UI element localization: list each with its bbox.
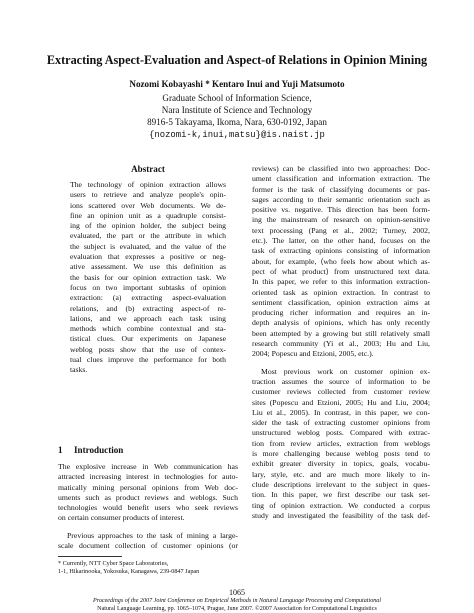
abstract-line: relations, and (b) extracting aspect-of re-	[70, 303, 226, 313]
abstract-line: ions scattered over Web documents. We de-	[70, 200, 226, 210]
abstract-heading: Abstract	[131, 164, 165, 174]
proceedings-line: Proceedings of the 2007 Joint Conference on Empirical Methods in Natural Language Processing and Computational	[92, 598, 382, 604]
author-list: Nozomi Kobayashi * Kentaro Inui and Yuji Matsumoto	[129, 79, 345, 89]
affiliation-line: Nara Institute of Science and Technology	[161, 105, 313, 116]
body-line: In this paper, we refer to this information extraction-	[252, 277, 430, 287]
abstract-line: weblog posts show that the use of contex-	[70, 344, 226, 354]
abstract-line: tual clues improve the performance for both	[70, 355, 226, 365]
intro-line: attracted increasing interest in technologies for auto-	[58, 472, 238, 482]
abstract-body	[70, 180, 226, 376]
proceedings-footer	[0, 598, 474, 613]
body-line: etc.). The latter, on the other hand, focuses on the	[252, 236, 430, 246]
body-line: producing richer information and requires an in-	[252, 308, 430, 318]
body-line: positive vs. negative. This direction has been form-	[252, 205, 430, 215]
affiliation-line: 8916-5 Takayama, Ikoma, Nara, 630-0192, Japan	[147, 117, 327, 128]
footnote-line: 1-1, Hikarinooka, Yokosuka, Kanagawa, 239-0847 Japan	[58, 568, 200, 576]
body-line: former is the task of classifying documents or pas-	[252, 184, 430, 194]
body-line: sider the task of extracting customer opinions from	[252, 418, 430, 428]
body-line: clude descriptions irrelevant to the subject in ques-	[252, 479, 430, 489]
body-line: about, for example, ⟨who feels how about which as-	[252, 256, 430, 266]
intro-line: The explosive increase in Web communication has	[58, 462, 238, 471]
abstract-line: tasks.	[70, 365, 88, 375]
abstract-line: methods which combine contextual and sta-	[70, 324, 226, 334]
body-line: 2004; Popescu and Etzioni, 2005, etc.).	[252, 349, 374, 359]
page-number: 1065	[229, 588, 245, 597]
intro-line: matically mining personal opinions from Web doc-	[58, 482, 238, 492]
body-line: sites (Popescu and Etzioni, 2005; Hu and Liu, 2004;	[252, 397, 430, 407]
intro-line: technologies would benefit users who seek reviews	[58, 503, 238, 513]
body-line: lary, style, etc. and are much more likely to in-	[252, 469, 430, 479]
body-line: exhibit greater diversity in topics, goals, vocabu-	[252, 459, 430, 469]
body-line: is more challenging because weblog posts tend to	[252, 449, 430, 459]
body-line: pect of what product⟩ from unstructured text data.	[252, 266, 430, 276]
body-line: Most previous work on customer opinion ex-	[261, 366, 430, 376]
paragraph-gap	[252, 360, 430, 367]
abstract-line: focus on two important subtasks of opinion	[70, 282, 226, 292]
author-email: {nozomi-k,inui,matsu}@is.naist.jp	[149, 129, 325, 140]
body-line: customer reviews collected from customer review	[252, 387, 430, 397]
abstract-line: evaluation that expresses a positive or neg-	[70, 252, 226, 262]
right-column-body	[252, 164, 430, 521]
abstract-line: fine an opinion unit as a quadruple consist-	[70, 210, 226, 220]
body-line: sages according to their semantic orientation such as	[252, 194, 430, 204]
abstract-line: users to retrieve and analyze people's opin-	[70, 190, 226, 200]
abstract-line: extraction: (a) extracting aspect-evaluation	[70, 293, 226, 303]
body-line: ing the mainstream of research on opinion-sensitive	[252, 215, 430, 225]
body-line: tion from review articles, extraction from weblogs	[252, 438, 430, 448]
footnote-line: * Currently, NTT Cyber Space Laboratories,	[58, 560, 169, 567]
abstract-line: ative assessment. We use this definition as	[70, 262, 226, 272]
intro-line: uments such as product reviews and weblogs. Such	[58, 492, 238, 502]
paragraph-gap	[58, 524, 238, 531]
body-line: sentiment classification, opinion extraction aims at	[252, 297, 430, 307]
body-line: task of extracting opinions consisting of information	[252, 246, 430, 256]
body-line: reviews) can be classified into two approaches: Doc-	[252, 164, 430, 173]
abstract-line: evaluated, the part or the attribute in which	[70, 231, 226, 241]
abstract-line: lations, and we approach each task using	[70, 313, 226, 323]
body-line: depth analysis of opinions, which has only recently	[252, 318, 430, 328]
body-line: study and investigated the feasibility of the task def-	[252, 510, 430, 520]
body-line: ument classification and information extraction. The	[252, 174, 430, 184]
body-line: tion. In this paper, we first describe our task set-	[252, 490, 430, 500]
body-line: Liu et al., 2005). In contrast, in this paper, we con-	[252, 407, 430, 417]
body-line: been attempted by a growing but still relatively small	[252, 328, 430, 338]
proceedings-line: Natural Language Learning, pp. 1065–1074, Prague, June 2007. ©2007 Association for Computational Linguistics	[97, 605, 377, 612]
intro-line: Previous approaches to the task of mining a large-	[67, 530, 238, 540]
abstract-line: The technology of opinion extraction allows	[70, 180, 226, 189]
body-line: research community (Yi et al., 2003; Hu and Liu,	[252, 339, 430, 349]
body-line: traction assumes the source of information to be	[252, 376, 430, 386]
paper-title: Extracting Aspect-Evaluation and Aspect-of Relations in Opinion Mining	[46, 53, 428, 67]
section-number: 1	[58, 445, 63, 455]
body-line: oriented task as opinion extraction. In contrast to	[252, 287, 430, 297]
footnote	[58, 560, 238, 577]
abstract-line: the basis for our opinion extraction task. We	[70, 272, 226, 282]
section-heading	[58, 445, 123, 455]
abstract-line: the subject is evaluated, and the value of the	[70, 241, 226, 251]
abstract-line: tistical clues. Our experiments on Japanese	[70, 334, 226, 344]
body-line: unstructured weblog posts. Compared with extrac-	[252, 428, 430, 438]
intro-line: on certain consumer products of interest.	[58, 513, 185, 523]
introduction-body	[58, 462, 238, 551]
affiliation-block	[0, 92, 474, 141]
body-line: ting of opinion extraction. We conducted a corpus	[252, 500, 430, 510]
abstract-line: ing of the opinion holder, the subject being	[70, 221, 226, 231]
intro-line: scale document collection of customer opinions (or	[58, 541, 238, 551]
body-line: text processing (Pang et al., 2002; Turney, 2002,	[252, 225, 430, 235]
affiliation-line: Graduate School of Information Science,	[162, 93, 312, 103]
section-title: Introduction	[74, 445, 124, 455]
footnote-divider	[58, 556, 122, 557]
